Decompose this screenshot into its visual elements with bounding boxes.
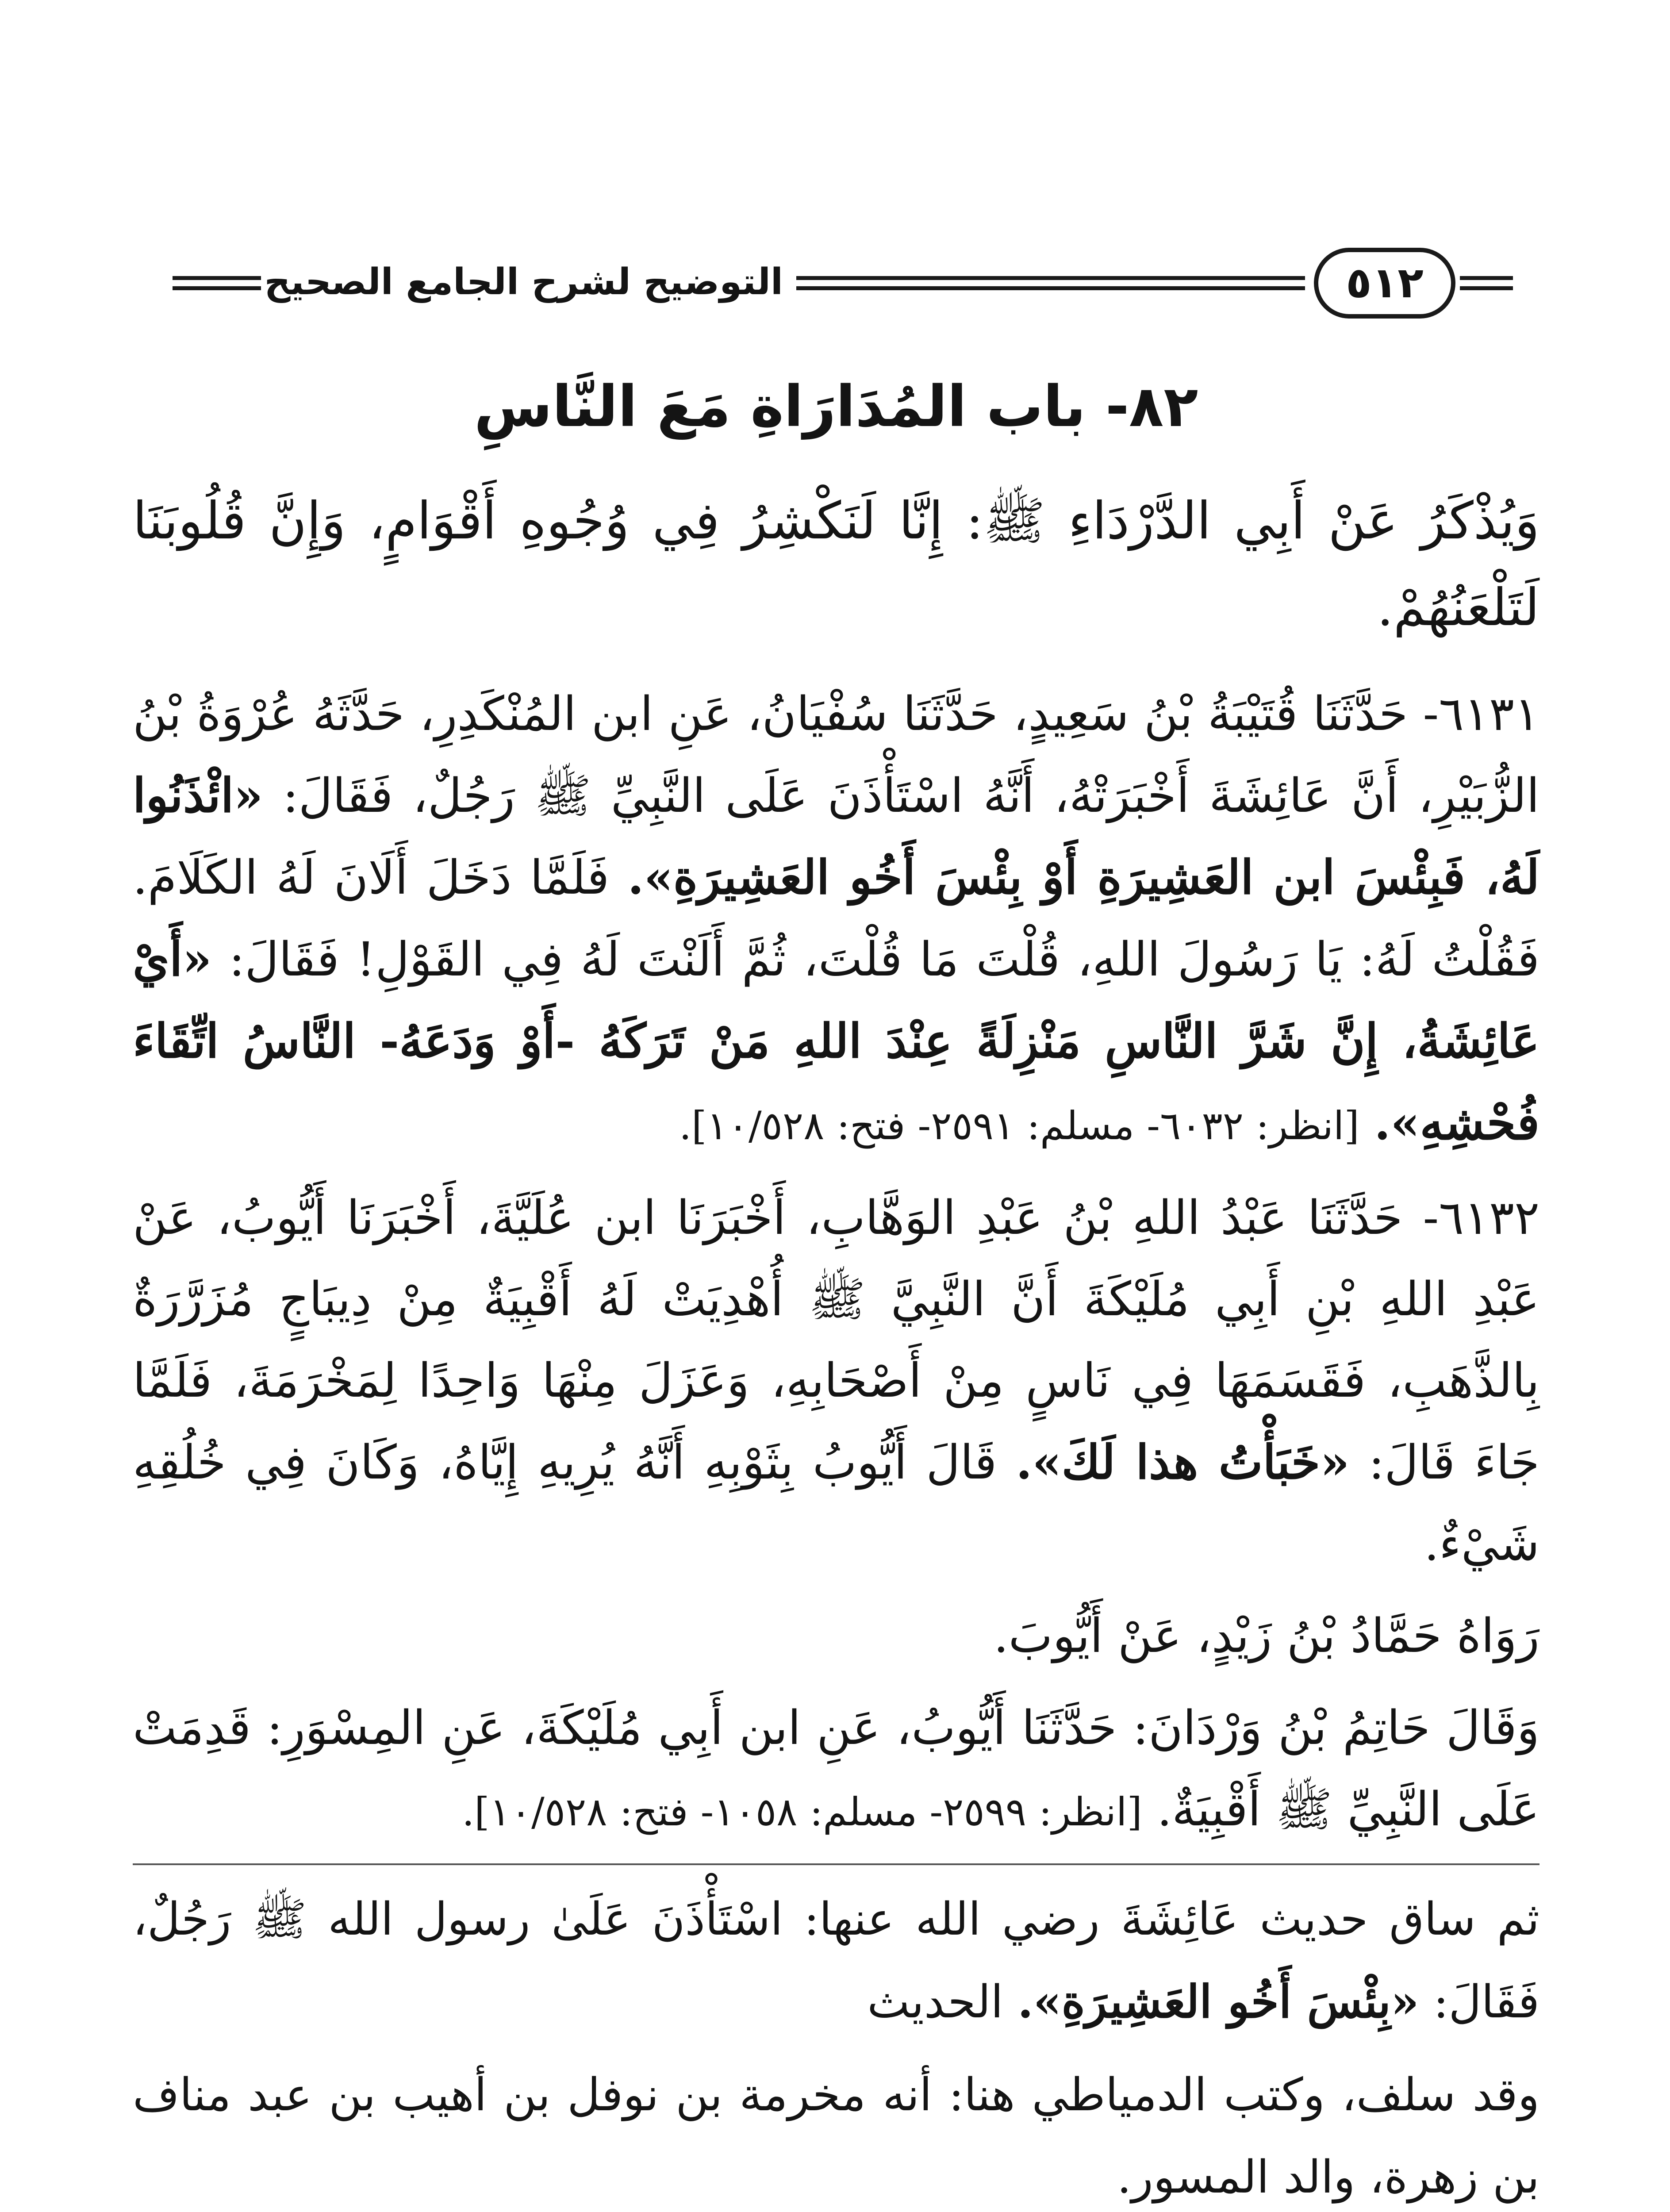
hadith-6131-reference: [انظر: ٦٠٣٢- مسلم: ٢٥٩١- فتح: ١٠/٥٢٨]. bbox=[679, 1103, 1359, 1148]
running-header bbox=[173, 248, 1513, 319]
running-title: التوضيح لشرح الجامع الصحيح bbox=[264, 261, 783, 303]
commentary-separator bbox=[133, 1863, 1539, 1865]
riwaya-line: رَوَاهُ حَمَّادُ بْنُ زَيْدٍ، عَنْ أَيُّوبَ. bbox=[993, 1609, 1539, 1663]
commentary-1-end: الحديث bbox=[867, 1976, 1003, 2028]
hadith-6131-quote-1: «ائْذَنُوا لَهُ، فَبِئْسَ ابن العَشِيرَةِ أَوْ بِئْسَ أَخُو العَشِيرَةِ». bbox=[133, 768, 1539, 905]
chapter-heading: ٨٢- باب المُدَارَاةِ مَعَ النَّاسِ bbox=[474, 374, 1198, 440]
hadith-6131-quote-2: «أَيْ عَائِشَةُ، إِنَّ شَرَّ النَّاسِ مَنْزِلَةً عِنْدَ اللهِ مَنْ تَرَكَهُ -أَوْ وَدَعَهُ- النَّاسُ اتِّقَاءَ فُحْشِهِ». bbox=[133, 931, 1539, 1150]
hadith-6131-isnad: ٦١٣١- حَدَّثَنَا قُتَيْبَةُ بْنُ سَعِيدٍ، حَدَّثَنَا سُفْيَانُ، عَنِ ابن المُنْكَدِرِ، حَدَّثَهُ عُرْوَةُ بْنُ الزُّبَيْرِ، أَنَّ عَائِشَةَ أَخْبَرَتْهُ، أَنَّهُ اسْتَأْذَنَ عَلَى النَّبِيِّ ﷺ رَجُلٌ، فَقَالَ: bbox=[133, 687, 1539, 823]
header-rule-middle bbox=[796, 276, 1305, 290]
hadith-6131-text-2: فَلَمَّا دَخَلَ أَلَانَ لَهُ الكَلَامَ. فَقُلْتُ لَهُ: يَا رَسُولَ اللهِ، قُلْتَ مَا قُلْتَ، ثُمَّ أَلَنْتَ لَهُ فِي القَوْلِ! فَقَالَ: bbox=[133, 850, 1539, 987]
hatim-riwaya bbox=[133, 1687, 1539, 1853]
commentary-paragraph-2: وقد سلف، وكتب الدمياطي هنا: أنه مخرمة بن نوفل بن أهيب بن عبد مناف بن زهرة، والد المسور. bbox=[133, 2069, 1539, 2204]
header-rule-right bbox=[1460, 276, 1513, 290]
hadith-6131 bbox=[133, 673, 1539, 1167]
header-rule-left bbox=[173, 276, 261, 290]
hadith-6132-text-2: قَالَ أَيُّوبُ بِثَوْبِهِ أَنَّهُ يُرِيهِ إِيَّاهُ، وَكَانَ فِي خُلُقِهِ شَيْءٌ. bbox=[133, 1435, 1539, 1571]
commentary-paragraph-1 bbox=[133, 1878, 1539, 2043]
page-number: ٥١٢ bbox=[1314, 248, 1455, 319]
page-body bbox=[133, 367, 1539, 2212]
hatim-reference: [انظر: ٢٥٩٩- مسلم: ١٠٥٨- فتح: ١٠/٥٢٨]. bbox=[462, 1789, 1142, 1835]
hadith-6132-isnad: ٦١٣٢- حَدَّثَنَا عَبْدُ اللهِ بْنُ عَبْدِ الوَهَّابِ، أَخْبَرَنَا ابن عُلَيَّةَ، أَخْبَرَنَا أَيُّوبُ، عَنْ عَبْدِ اللهِ بْنِ أَبِي مُلَيْكَةَ أَنَّ النَّبِيَّ ﷺ أُهْدِيَتْ لَهُ أَقْبِيَةٌ مِنْ دِيبَاجٍ مُزَرَّرَةٌ بِالذَّهَبِ، فَقَسَمَهَا فِي نَاسٍ مِنْ أَصْحَابِهِ، وَعَزَلَ مِنْهَا وَاحِدًا لِمَخْرَمَةَ، فَلَمَّا جَاءَ قَالَ: bbox=[133, 1190, 1539, 1490]
commentary-1-text: ثم ساق حديث عَائِشَةَ رضي الله عنها: اسْتَأْذَنَ عَلَىٰ رسول الله ﷺ رَجُلٌ، فَقَالَ: bbox=[133, 1893, 1539, 2028]
commentary-1-quote: «بِئْسَ أَخُو العَشِيرَةِ». bbox=[1017, 1975, 1419, 2028]
chapter-tarjama: وَيُذْكَرُ عَنْ أَبِي الدَّرْدَاءِ ﷺ: إِنَّا لَنَكْشِرُ فِي وُجُوهِ أَقْوَامٍ، وَإِنَّ قُلُوبَنَا لَتَلْعَنُهُمْ. bbox=[133, 491, 1539, 637]
hatim-text: وَقَالَ حَاتِمُ بْنُ وَرْدَانَ: حَدَّثَنَا أَيُّوبُ، عَنِ ابن أَبِي مُلَيْكَةَ، عَنِ المِسْوَرِ: قَدِمَتْ عَلَى النَّبِيِّ ﷺ أَقْبِيَةٌ. bbox=[133, 1701, 1540, 1836]
hadith-6132-quote: «خَبَأْتُ هذا لَكَ». bbox=[1016, 1434, 1350, 1490]
hadith-6132 bbox=[133, 1177, 1539, 1585]
